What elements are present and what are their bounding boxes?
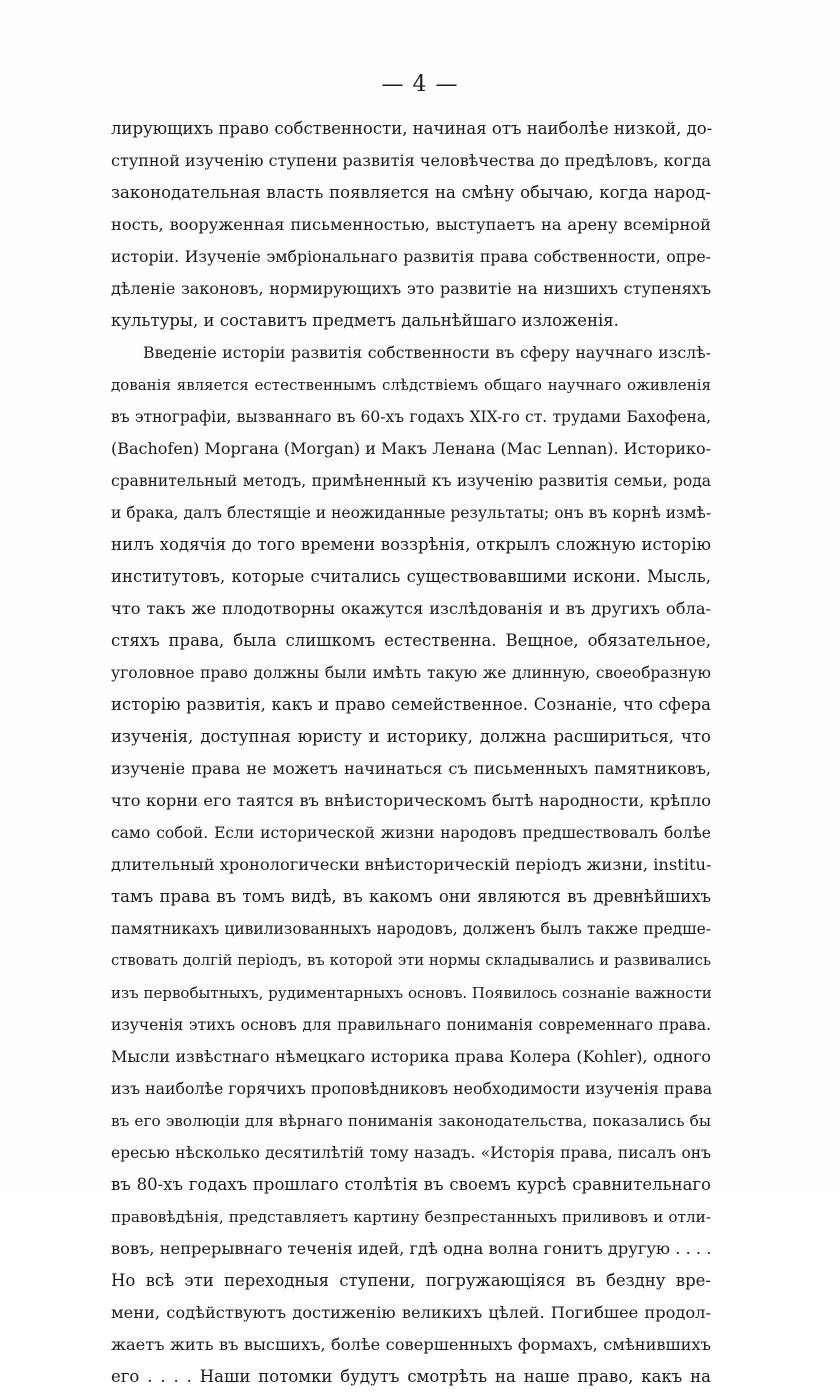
text-line: изъ первобытныхъ, рудиментарныхъ основъ. Появилось сознаніе важности <box>111 984 712 1002</box>
text-line: и брака, далъ блестящіе и неожиданные результаты; онъ въ корнѣ измѣ- <box>111 504 712 522</box>
text-line: изученія этихъ основъ для правильнаго пониманія современнаго права. <box>111 1016 711 1034</box>
text-line: жаетъ жить въ высшихъ, болѣе совершенныхъ формахъ, смѣнившихъ <box>111 1335 711 1354</box>
text-line: исторіи. Изученіе эмбріональнаго развитія права собственности, опре- <box>111 247 711 266</box>
text-line: Мысли извѣстнаго нѣмецкаго историка права Колера (Kohler), одного <box>111 1047 711 1066</box>
text-line: правовѣдѣнія, представляетъ картину безпрестанныхъ приливовъ и отли- <box>111 1208 711 1226</box>
text-line: сравнительный методъ, примѣненный къ изученію развитія семьи, рода <box>111 472 711 490</box>
text-line: ересью нѣсколько десятилѣтій тому назадъ. «Исторія права, писалъ онъ <box>111 1144 711 1162</box>
text-line: исторію развитія, какъ и право семейственное. Сознаніе, что сфера <box>111 695 711 714</box>
text-line: въ этнографіи, вызваннаго въ 60-хъ годахъ XIX-го ст. трудами Бахофена, <box>111 408 711 426</box>
text-line: институтовъ, которые считались существовавшими искони. Мысль, <box>111 567 711 586</box>
text-line: что такъ же плодотворны окажутся изслѣдованія и въ другихъ обла- <box>111 599 711 618</box>
text-line: само собой. Если исторической жизни народовъ предшествовалъ болѣе <box>111 824 711 842</box>
text-line: лирующихъ право собственности, начиная отъ наиболѣе низкой, до- <box>111 119 713 138</box>
text-line: дованія является естественнымъ слѣдствіемъ общаго научнаго оживленія <box>111 376 711 394</box>
text-line: Но всѣ эти переходныя ступени, погружающіяся въ бездну вре- <box>111 1271 711 1290</box>
text-line: изученія, доступная юристу и историку, должна расшириться, что <box>111 727 711 746</box>
text-line: мени, содѣйствуютъ достиженію великихъ цѣлей. Погибшее продол- <box>111 1303 711 1322</box>
text-line: изученіе права не можетъ начинаться съ письменныхъ памятниковъ, <box>111 759 711 778</box>
text-line: культуры, и составитъ предметъ дальнѣйшаго изложенія. <box>111 311 619 330</box>
body-text <box>111 113 711 1393</box>
text-line: вовъ, непрерывнаго теченія идей, гдѣ одна волна гонитъ другую . . . . <box>111 1239 712 1258</box>
text-line: законодательная власть появляется на смѣну обычаю, когда народ- <box>111 183 711 202</box>
text-line: стяхъ права, была слишкомъ естественна. Вещное, обязательное, <box>111 631 711 650</box>
text-line: ступной изученію ступени развитія человѣчества до предѣловъ, когда <box>111 151 711 170</box>
text-line: уголовное право должны были имѣть такую же длинную, своеобразную <box>111 664 711 682</box>
text-line: (Bachofen) Моргана (Morgan) и Макъ Ленана (Mac Lennan). Историко- <box>111 439 712 458</box>
text-line: тамъ права въ томъ видѣ, въ какомъ они являются въ древнѣйшихъ <box>111 887 711 906</box>
text-line: въ его эволюціи для вѣрнаго пониманія законодательства, показались бы <box>111 1112 711 1130</box>
text-line: дѣленіе законовъ, нормирующихъ это развитіе на низшихъ ступеняхъ <box>111 279 711 298</box>
text-line: длительный хронологически внѣисторическій періодъ жизни, institu- <box>111 855 712 874</box>
text-line: въ 80-хъ годахъ прошлаго столѣтія въ своемъ курсѣ сравнительнаго <box>111 1175 711 1194</box>
text-line: ность, вооруженная письменностью, выступаетъ на арену всемірной <box>111 215 711 234</box>
page-number: — 4 — <box>381 72 459 97</box>
text-line: памятникахъ цивилизованныхъ народовъ, долженъ былъ также предше- <box>111 920 711 938</box>
text-line: его . . . . Наши потомки будутъ смотрѣть на наше право, какъ на <box>111 1367 711 1386</box>
text-line: что корни его таятся въ внѣисторическомъ бытѣ народности, крѣпло <box>111 791 711 810</box>
text-line: ствовать долгій періодъ, въ которой эти нормы складывались и развивались <box>111 952 711 969</box>
text-line: Введеніе исторіи развитія собственности въ сферу научнаго изслѣ- <box>143 343 711 362</box>
text-line: изъ наиболѣе горячихъ проповѣдниковъ необходимости изученія права <box>111 1079 713 1098</box>
text-line: нилъ ходячія до того времени воззрѣнія, открылъ сложную исторію <box>111 535 711 554</box>
